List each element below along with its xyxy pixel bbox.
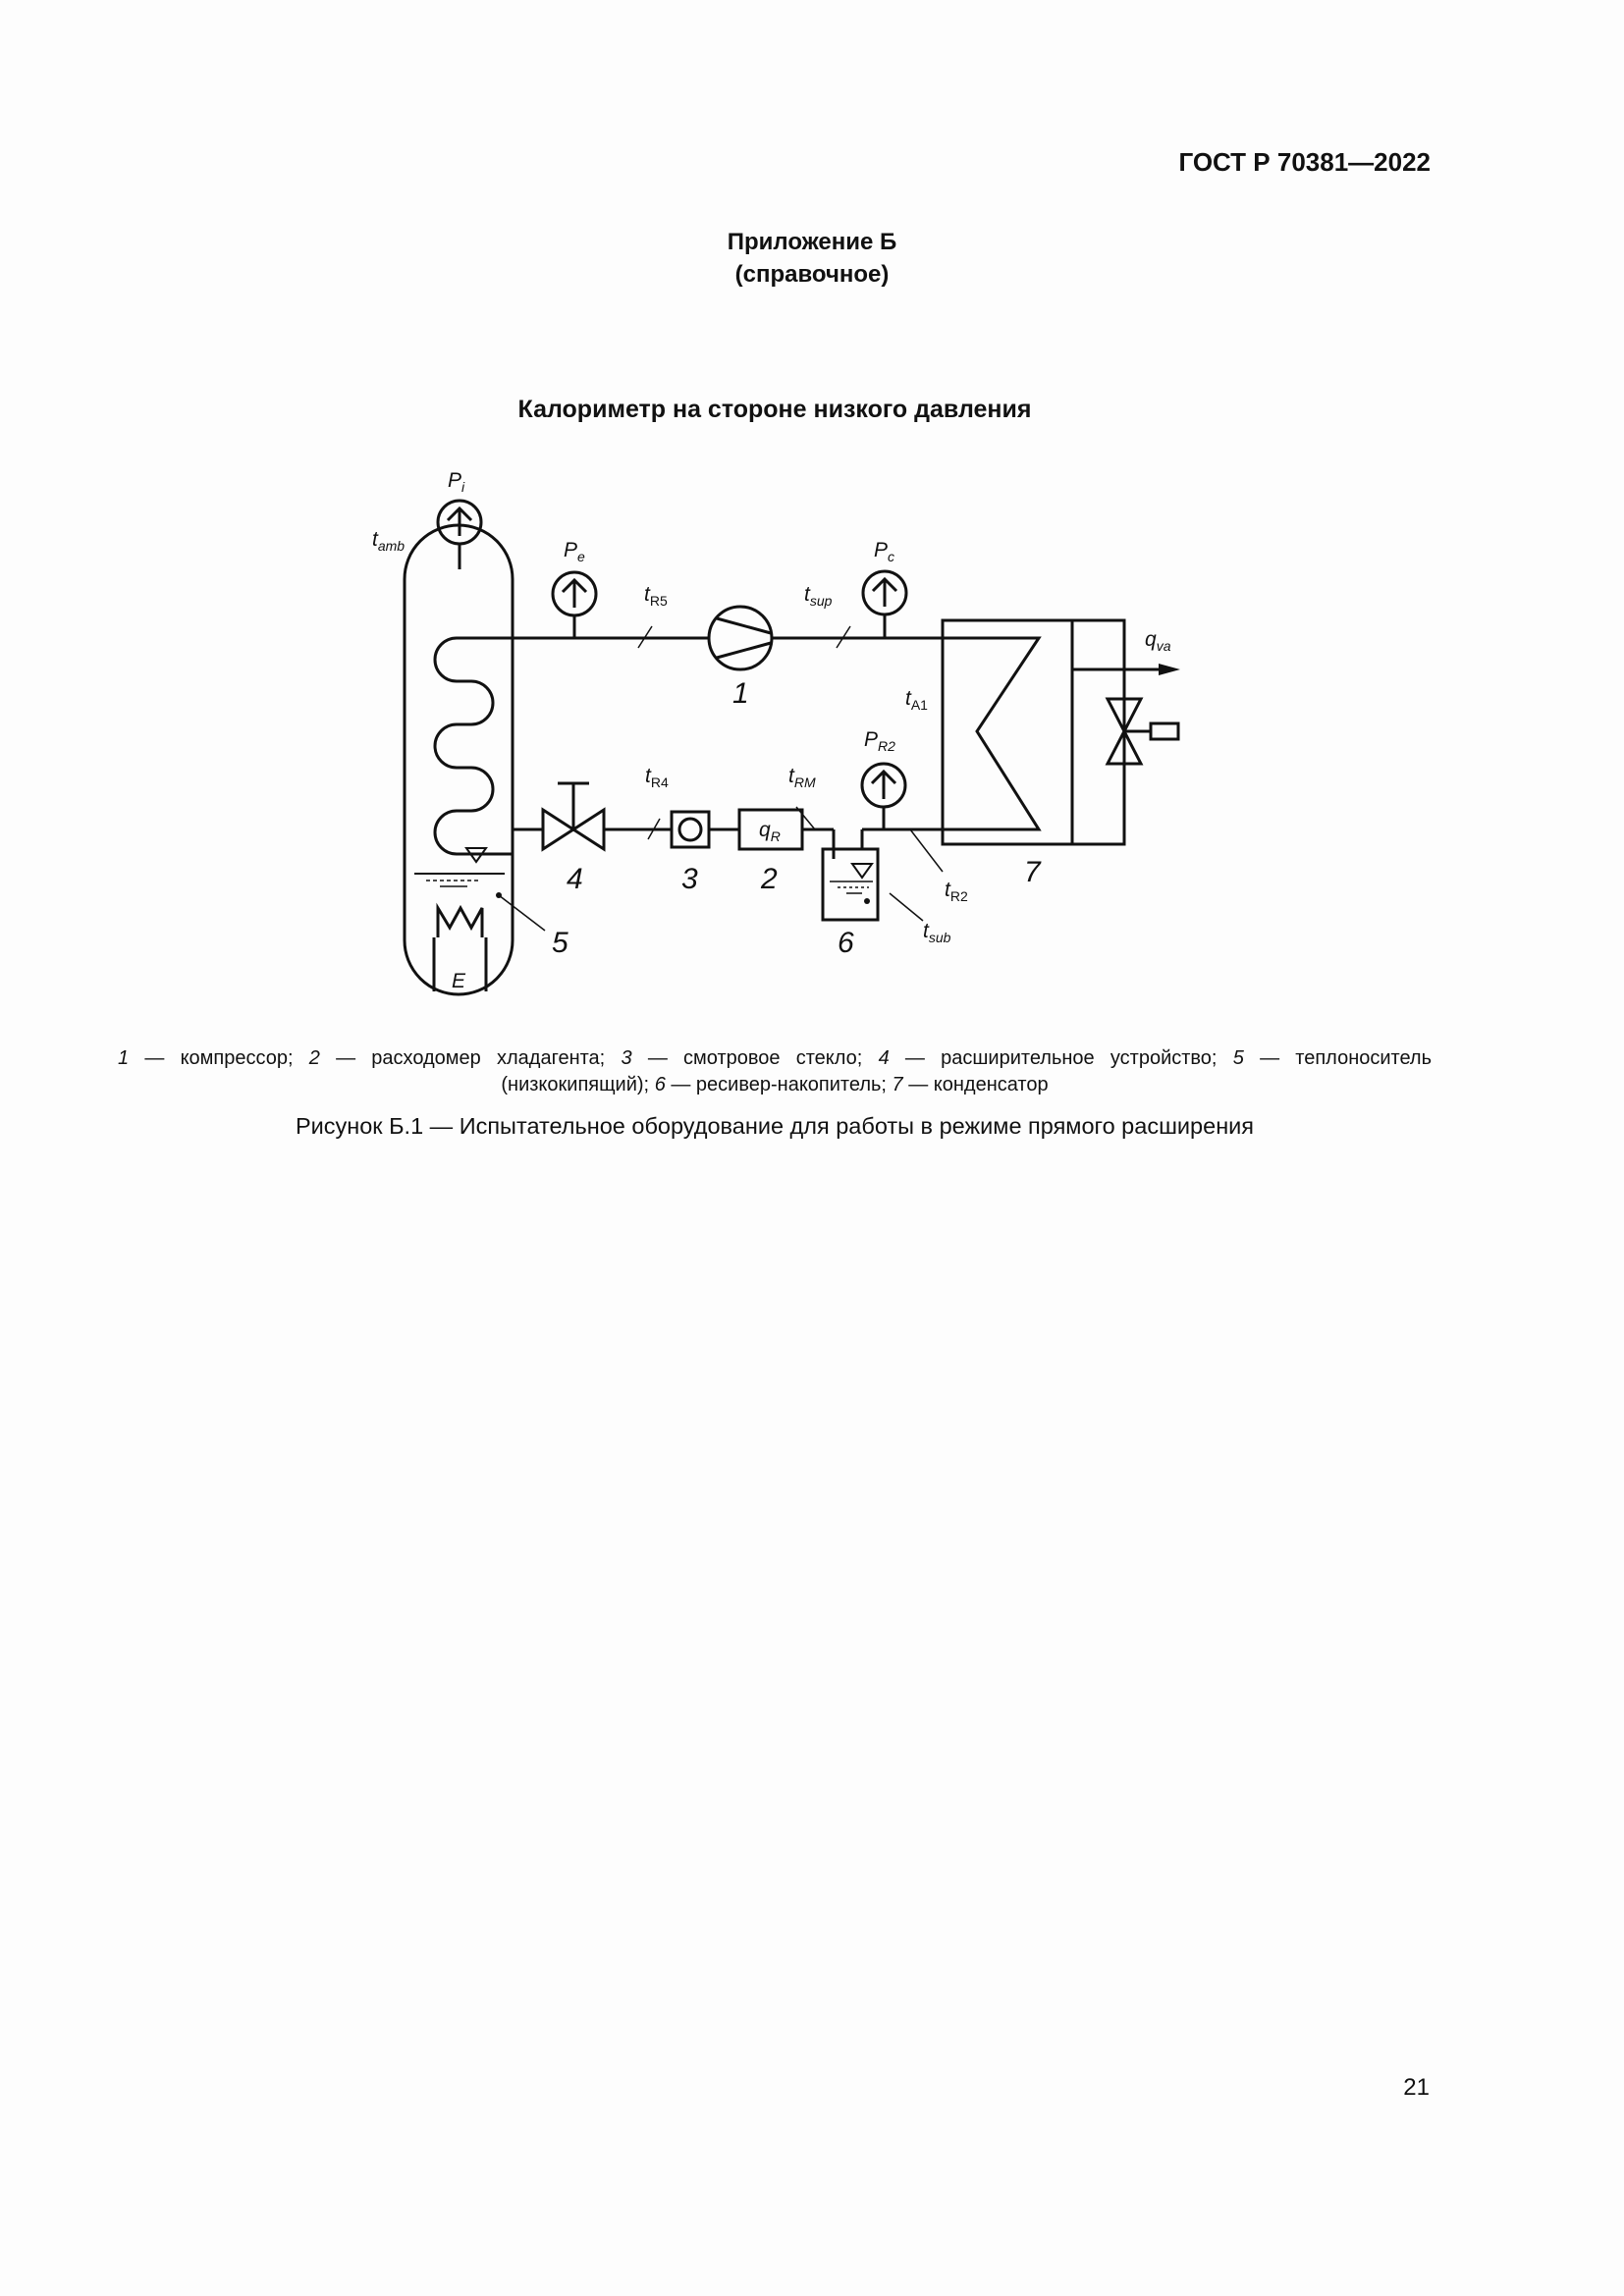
number-5: 5 <box>552 927 568 959</box>
label-tr4: $t_{R4}$ <box>645 765 669 790</box>
legend-line-2: (низкокипящий); 6 — ресивер-накопитель; 7 — конденсатор <box>501 1074 1049 1095</box>
appendix-title: Приложение Б <box>727 229 897 255</box>
figure-legend <box>118 1045 1432 1098</box>
electric-heater-icon <box>438 908 482 937</box>
label-ta1: $t_{A1}$ <box>905 687 928 713</box>
label-tamb: $t_{amb}$ <box>372 528 406 554</box>
legend-line-1: 1 — компрессор; 2 — расходомер хладагента; 3 — смотровое стекло; 4 — расширительное устройство; 5 — теплоноситель <box>118 1047 1433 1069</box>
label-tsup: $t_{sup}$ <box>804 583 833 609</box>
diagram-title: Калориметр на стороне низкого давления <box>517 396 1032 423</box>
label-tr5: $t_{R5}$ <box>644 583 668 609</box>
flow-arrow-icon <box>1159 664 1180 675</box>
appendix-subtitle: (справочное) <box>734 261 890 288</box>
number-6: 6 <box>838 927 854 959</box>
page-number: 21 <box>1403 2074 1430 2101</box>
condenser-box <box>943 620 1124 844</box>
label-pc: $P_c$ <box>874 539 895 564</box>
number-2: 2 <box>761 863 778 895</box>
number-3: 3 <box>681 863 698 895</box>
coil-serpentine <box>435 638 513 854</box>
label-tr2: $t_{R2}$ <box>945 879 968 904</box>
number-1: 1 <box>732 677 749 710</box>
calorimeter-vessel <box>405 525 513 994</box>
receiver-level-triangle-icon <box>852 864 872 878</box>
standard-number: ГОСТ Р 70381—2022 <box>1178 147 1431 177</box>
figure-caption: Рисунок Б.1 — Испытательное оборудование для работы в режиме прямого расширения <box>295 1113 1255 1139</box>
sight-glass-icon <box>672 812 709 847</box>
number-4: 4 <box>567 863 583 895</box>
label-pe: $P_e$ <box>564 539 585 564</box>
label-qva: $q_{va}$ <box>1145 628 1171 654</box>
label-pi: $P_i$ <box>448 469 465 495</box>
label-tsub: $t_{sub}$ <box>923 920 951 945</box>
valve-actuator-icon <box>1151 723 1178 739</box>
calorimeter-diagram <box>353 452 1198 1001</box>
label-e: E <box>452 970 466 992</box>
label-trm: $t_{RM}$ <box>788 765 816 790</box>
compressor-icon <box>709 607 772 669</box>
receiver-tank <box>823 849 878 920</box>
condenser-zigzag <box>943 638 1039 829</box>
label-pr2: $P_{R2}$ <box>864 728 895 754</box>
number-7: 7 <box>1024 856 1041 888</box>
appendix-heading <box>0 226 1624 291</box>
label-qr: $q_R$ <box>759 819 781 844</box>
